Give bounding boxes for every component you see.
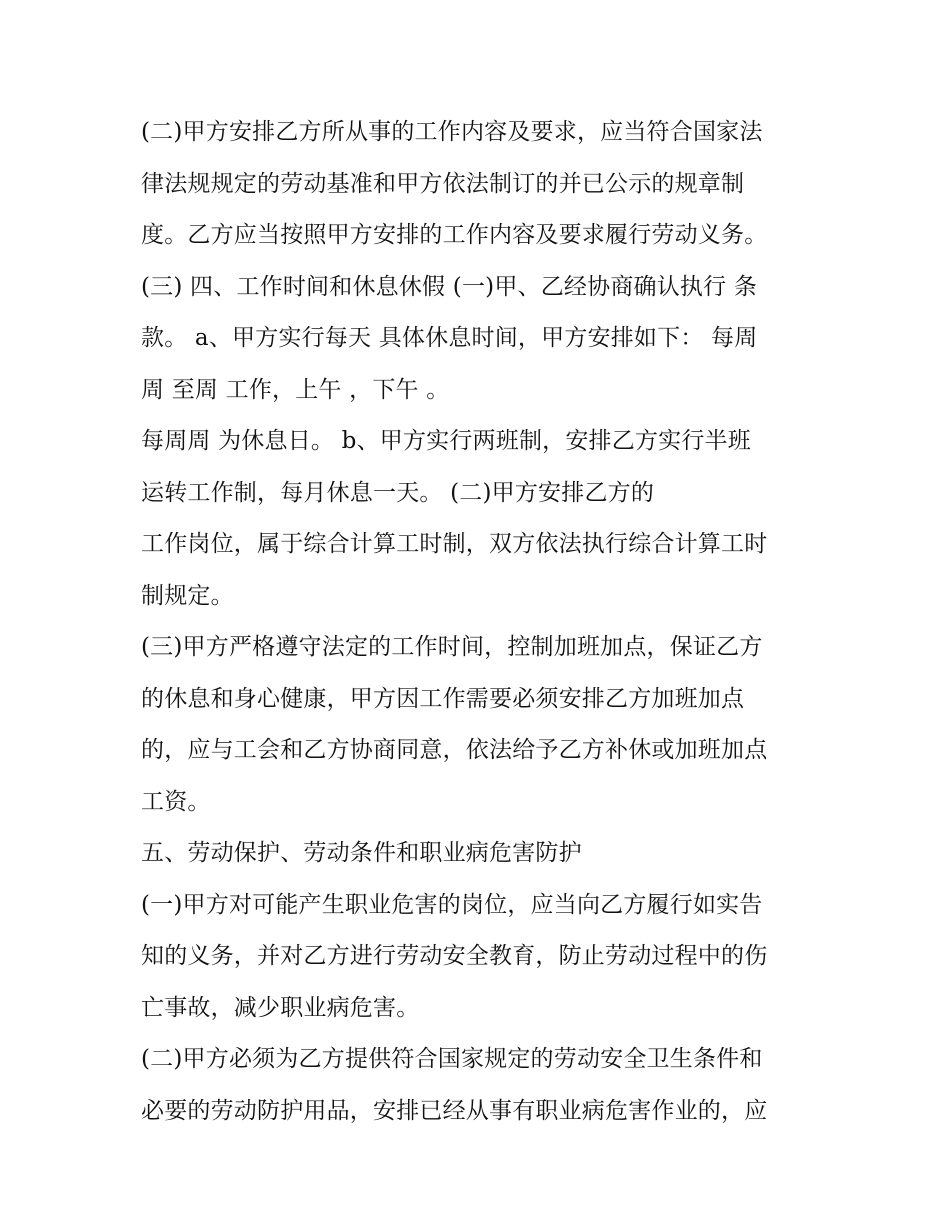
text-line: 度。乙方应当按照甲方安排的工作内容及要求履行劳动义务。 (141, 222, 768, 248)
text-line: 每周周 为休息日。 b、甲方实行两班制，安排乙方实行半班 (141, 428, 751, 454)
text-line: 亡事故，减少职业病危害。 (141, 994, 420, 1021)
text-line: 的休息和身心健康，甲方因工作需要必须安排乙方加班加点 (141, 685, 745, 712)
text-line: (二)甲方安排乙方所从事的工作内容及要求，应当符合国家法 (141, 119, 763, 145)
text-line: (一)甲方对可能产生职业危害的岗位，应当向乙方履行如实告 (141, 891, 763, 918)
text-line: (三) 四、工作时间和休息休假 (一)甲、乙经协商确认执行 条 (141, 273, 758, 300)
text-line: 工作岗位，属于综合计算工时制，双方依法执行综合计算工时 (141, 531, 768, 557)
text-line: 的，应与工会和乙方协商同意，依法给予乙方补休或加班加点 (141, 737, 768, 763)
text-line: 款。 a、甲方实行每天 具体休息时间，甲方安排如下： 每周 (141, 325, 758, 351)
text-line: (二)甲方必须为乙方提供符合国家规定的劳动安全卫生条件和 (141, 1046, 763, 1072)
text-line: 周 至周 工作，上午 ，下午 。 (141, 376, 450, 403)
text-line: 运转工作制，每月休息一天。 (二)甲方安排乙方的 (141, 479, 655, 506)
text-line: (三)甲方严格遵守法定的工作时间，控制加班加点，保证乙方 (141, 634, 763, 660)
text-line: 制规定。 (141, 582, 234, 609)
text-line: 必要的劳动防护用品，安排已经从事有职业病危害作业的，应 (141, 1097, 768, 1124)
section-heading: 五、劳动保护、劳动条件和职业病危害防护 (141, 840, 582, 866)
text-line: 工资。 (141, 788, 211, 815)
document-body (141, 107, 821, 1137)
text-line: 知的义务，并对乙方进行劳动安全教育，防止劳动过程中的伤 (141, 943, 768, 969)
text-line: 律法规规定的劳动基准和甲方依法制订的并已公示的规章制 (141, 170, 745, 197)
